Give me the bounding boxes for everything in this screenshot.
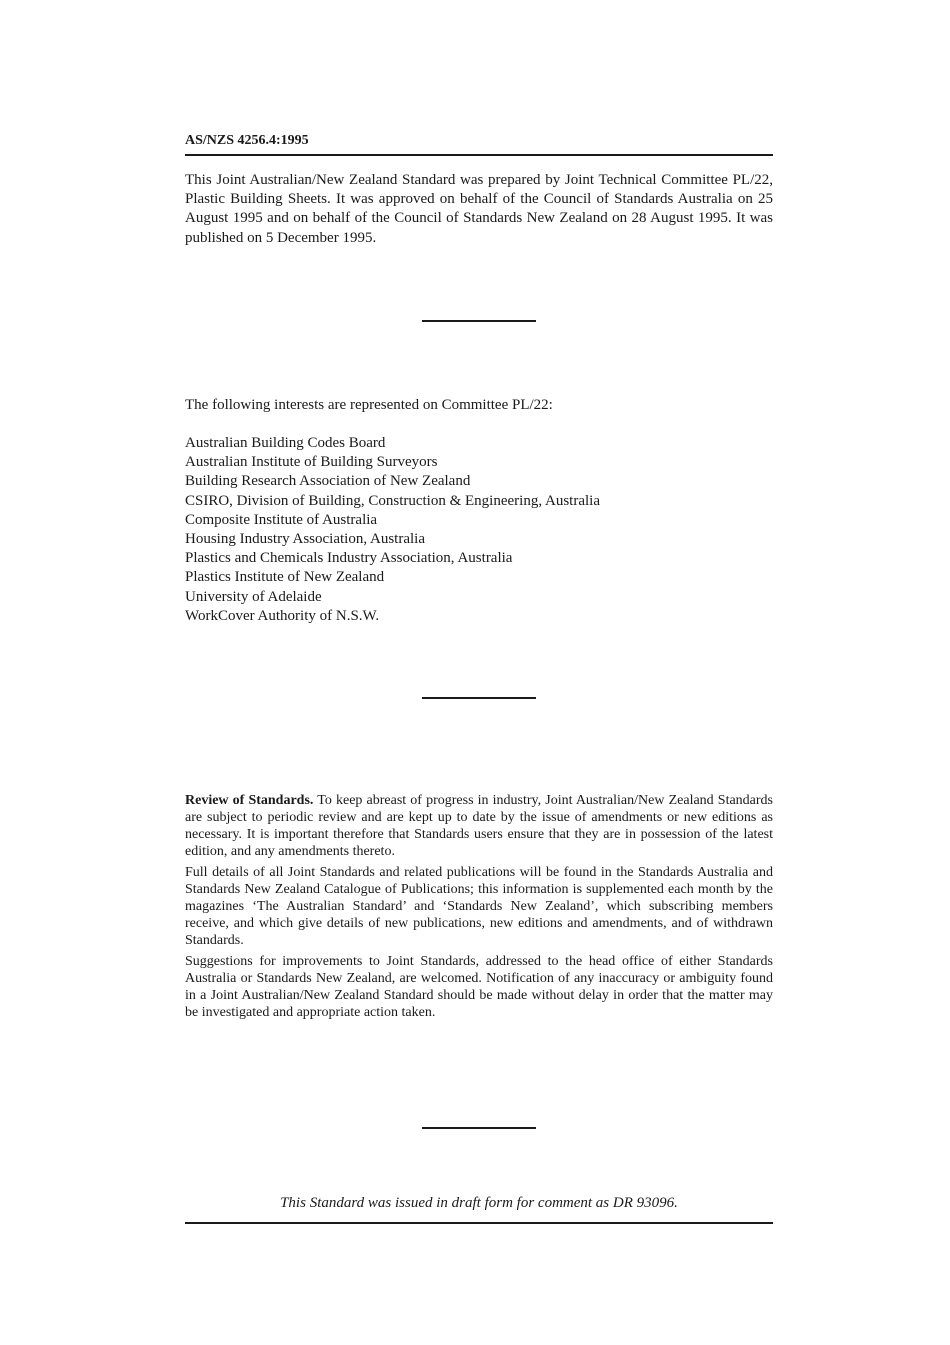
list-item: Australian Institute of Building Surveyors	[185, 454, 438, 471]
review-section	[185, 792, 773, 1025]
list-item: Housing Industry Association, Australia	[185, 531, 425, 548]
header-rule	[185, 154, 773, 156]
list-item: WorkCover Authority of N.S.W.	[185, 607, 380, 624]
list-item: Plastics and Chemicals Industry Association, Australia	[185, 550, 513, 567]
section-divider	[422, 1127, 536, 1129]
review-paragraph-3: Suggestions for improvements to Joint Standards, addressed to the head office of either Standards Australia or Standards New Zealand, are welcomed. Notification of any inaccuracy or ambiguity found in a Joint Australian/New Zealand Standard should be made without delay in order that the matter may be investigated and appropriate action taken.	[185, 954, 773, 1020]
list-item: Plastics Institute of New Zealand	[185, 569, 385, 586]
review-paragraph-2: Full details of all Joint Standards and related publications will be found in the Standards Australia and Standards New Zealand Catalogue of Publications; this information is supplemented each month by the magazines ‘The Australian Standard’ and ‘Standards New Zealand’, which subscribing members receive, and which give details of new publications, new editions and amendments, and of withdrawn Standards.	[185, 865, 773, 948]
draft-note: This Standard was issued in draft form for comment as DR 93096.	[280, 1195, 678, 1211]
list-item: Building Research Association of New Zealand	[185, 473, 471, 490]
list-item: Composite Institute of Australia	[185, 511, 378, 528]
list-item: Australian Building Codes Board	[185, 435, 386, 451]
list-item: University of Adelaide	[185, 588, 322, 605]
review-paragraph-1	[185, 792, 773, 860]
review-text-1: To keep abreast of progress in industry, Joint Australian/New Zealand Standards are subject to periodic review and are kept up to date by the issue of amendments or new editions as necessary. It is important therefore that Standards users ensure that they are in possession of the latest edition, and any amendments thereto.	[185, 793, 774, 859]
standard-id: AS/NZS 4256.4:1995	[185, 133, 309, 148]
interests-list	[185, 434, 600, 626]
footer-rule	[185, 1222, 773, 1224]
intro-paragraph: This Joint Australian/New Zealand Standard was prepared by Joint Technical Committee PL/22, Plastic Building Sheets. It was approved on behalf of the Council of Standards Australia on 25 August 1995 and on behalf of the Council of Standards New Zealand on 28 August 1995. It was published on 5 December 1995.	[185, 172, 773, 246]
section-divider	[422, 697, 536, 699]
interests-heading: The following interests are represented on Committee PL/22:	[185, 397, 553, 413]
document-page	[185, 0, 773, 1345]
review-lead: Review of Standards.	[185, 793, 314, 808]
list-item: CSIRO, Division of Building, Construction & Engineering, Australia	[185, 492, 600, 509]
section-divider	[422, 320, 536, 322]
